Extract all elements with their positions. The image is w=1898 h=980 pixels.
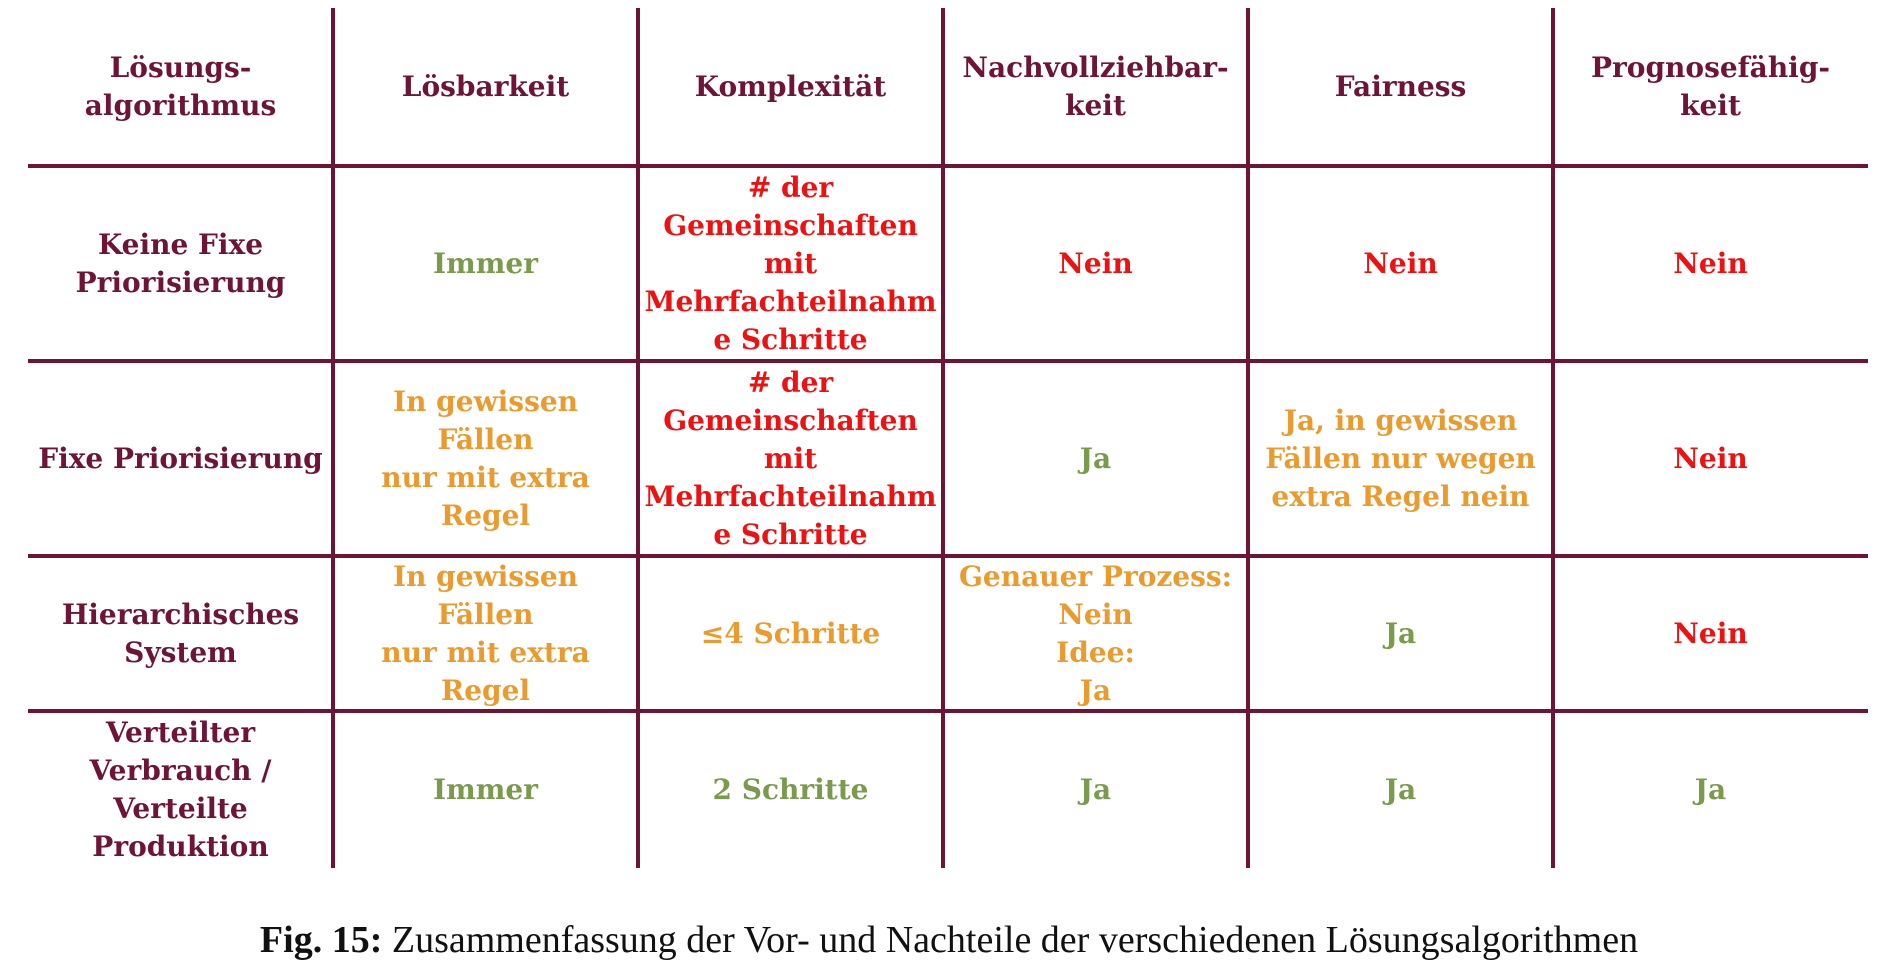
table-cell: Nein [1363,246,1438,280]
row-header: Fixe Priorisierung [38,441,323,475]
column-header: Prognosefähig- keit [1590,51,1831,122]
table-cell: Nein [1058,246,1133,280]
figure-caption [0,918,1898,962]
table-cell: Nein [1673,441,1748,475]
column-header: Nachvollziehbar- keit [962,51,1229,122]
caption-text: Zusammenfassung der Vor- und Nachteile der verschiedenen Lösungsalgorithmen [391,919,1639,961]
table-cell: Nein [1673,616,1748,650]
row-header: Hierarchisches System [61,597,300,669]
row-divider [28,554,1868,558]
row-divider [28,359,1868,363]
column-divider [1246,8,1250,868]
column-header: Fairness [1334,70,1467,103]
table-cell: 2 Schritte [712,772,869,806]
column-divider [331,8,335,868]
comparison-table [28,8,1868,868]
column-header: Lösbarkeit [401,70,570,103]
table-cell: Ja [1384,772,1417,806]
table-cell: Ja [1384,616,1417,650]
caption-label: Fig. 15: [259,919,383,961]
row-divider [28,164,1868,168]
column-header: Lösungs- algorithmus [84,51,277,122]
column-header: Komplexität [694,70,887,103]
table-cell: Ja [1694,772,1727,806]
column-divider [1551,8,1555,868]
table-cell: Nein [1673,246,1748,280]
table-cell: Immer [433,246,538,280]
table-cell: # der Gemeinschaften mit Mehrfachteilnahm e Schritte [644,170,937,356]
table-cell: # der Gemeinschaften mit Mehrfachteilnahm e Schritte [644,365,937,551]
column-divider [636,8,640,868]
row-header: Verteilter Verbrauch / Verteilte Produktion [89,715,272,863]
table-cell: Ja [1079,772,1112,806]
table-cell: Ja, in gewissen Fällen nur wegen extra Regel nein [1265,403,1536,513]
table-cell: Genauer Prozess: Nein Idee: Ja [959,559,1232,707]
table-cell: Immer [433,772,538,806]
row-header: Keine Fixe Priorisierung [75,227,286,299]
table-cell: In gewissen Fällen nur mit extra Regel [381,559,590,707]
column-divider [941,8,945,868]
table-cell: In gewissen Fällen nur mit extra Regel [381,384,590,532]
table-cell: Ja [1079,441,1112,475]
table-cell: ≤4 Schritte [700,616,881,650]
row-divider [28,709,1868,713]
